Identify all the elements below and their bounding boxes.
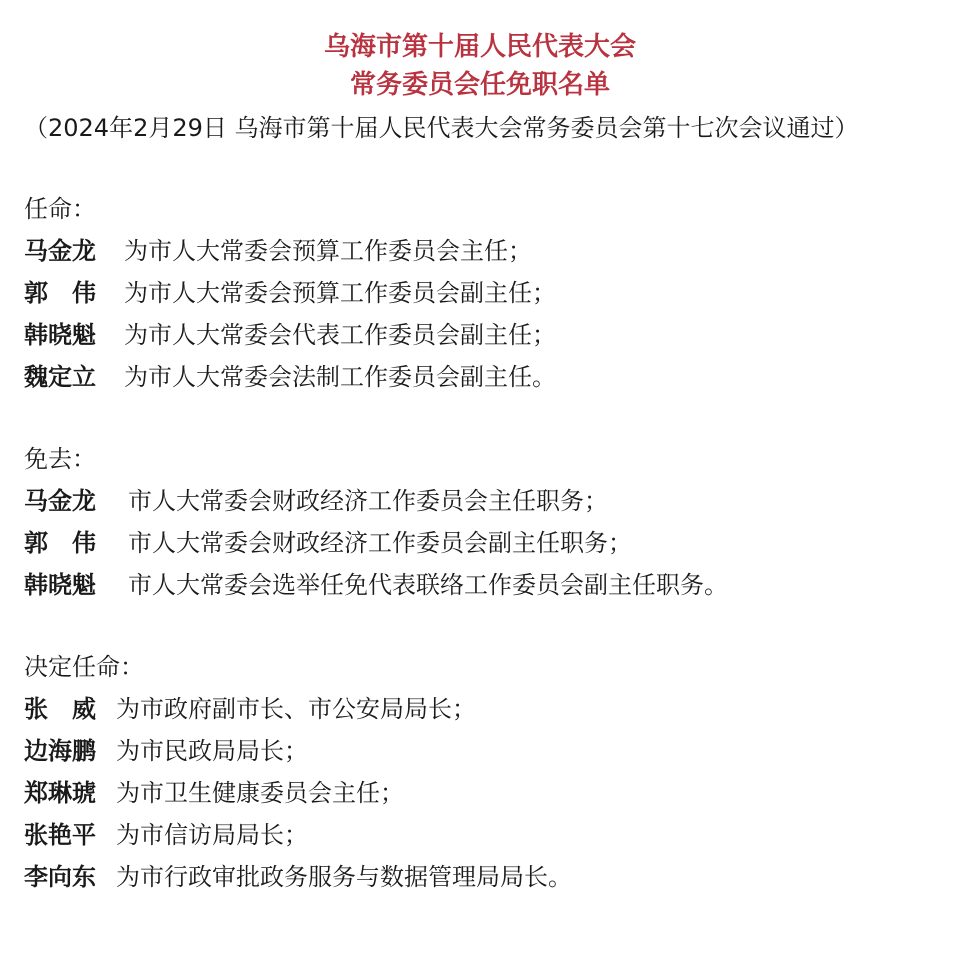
- list-item: [24, 480, 936, 522]
- section-heading: 免去：: [24, 445, 96, 473]
- title-line-1: 乌海市第十届人民代表大会: [323, 32, 636, 62]
- appointment-text: 为市人大常委会代表工作委员会副主任；: [124, 321, 556, 349]
- person-name: 马金龙: [24, 237, 96, 265]
- list-item: [24, 814, 936, 856]
- person-name: 郑琳琥: [24, 779, 96, 807]
- person-name: 韩晓魁: [24, 321, 96, 349]
- section-1: [24, 188, 936, 398]
- list-item: [24, 856, 936, 898]
- list-item: [24, 564, 936, 606]
- appointment-text: 为市民政局局长；: [116, 737, 308, 765]
- appointment-text: 为市政府副市长、市公安局局长；: [116, 695, 476, 723]
- appointment-text: 为市信访局局长；: [116, 821, 308, 849]
- list-item: [24, 272, 936, 314]
- title-line-2: 常务委员会任免职名单: [349, 70, 610, 100]
- person-name: 郭 伟: [24, 279, 96, 307]
- list-item: [24, 522, 936, 564]
- list-item: [24, 314, 936, 356]
- appointment-text: 市人大常委会财政经济工作委员会主任职务；: [128, 487, 608, 515]
- list-item: [24, 356, 936, 398]
- person-name: 郭 伟: [24, 529, 96, 557]
- person-name: 边海鹏: [24, 737, 96, 765]
- list-item: [24, 730, 936, 772]
- appointment-text: 为市行政审批政务服务与数据管理局局长。: [116, 863, 572, 891]
- document-title: [24, 28, 936, 104]
- section-2: [24, 438, 936, 606]
- person-name: 马金龙: [24, 487, 96, 515]
- appointment-text: 为市人大常委会法制工作委员会副主任。: [124, 363, 556, 391]
- person-name: 魏定立: [24, 363, 96, 391]
- person-name: 李向东: [24, 863, 96, 891]
- section-heading: 任命：: [24, 195, 96, 223]
- appointment-text: 市人大常委会财政经济工作委员会副主任职务；: [128, 529, 632, 557]
- list-item: [24, 688, 936, 730]
- list-item: [24, 230, 936, 272]
- section-3: [24, 646, 936, 898]
- list-item: [24, 772, 936, 814]
- appointment-text: 为市人大常委会预算工作委员会副主任；: [124, 279, 556, 307]
- person-name: 韩晓魁: [24, 571, 96, 599]
- appointment-text: 为市人大常委会预算工作委员会主任；: [124, 237, 532, 265]
- appointment-text: 为市卫生健康委员会主任；: [116, 779, 404, 807]
- appointment-text: 市人大常委会选举任免代表联络工作委员会副主任职务。: [128, 571, 728, 599]
- section-heading: 决定任命：: [24, 653, 144, 681]
- person-name: 张艳平: [24, 821, 96, 849]
- intro-paragraph: （2024年2月29日 乌海市第十届人民代表大会常务委员会第十七次会议通过）: [24, 114, 859, 142]
- person-name: 张 威: [24, 695, 96, 723]
